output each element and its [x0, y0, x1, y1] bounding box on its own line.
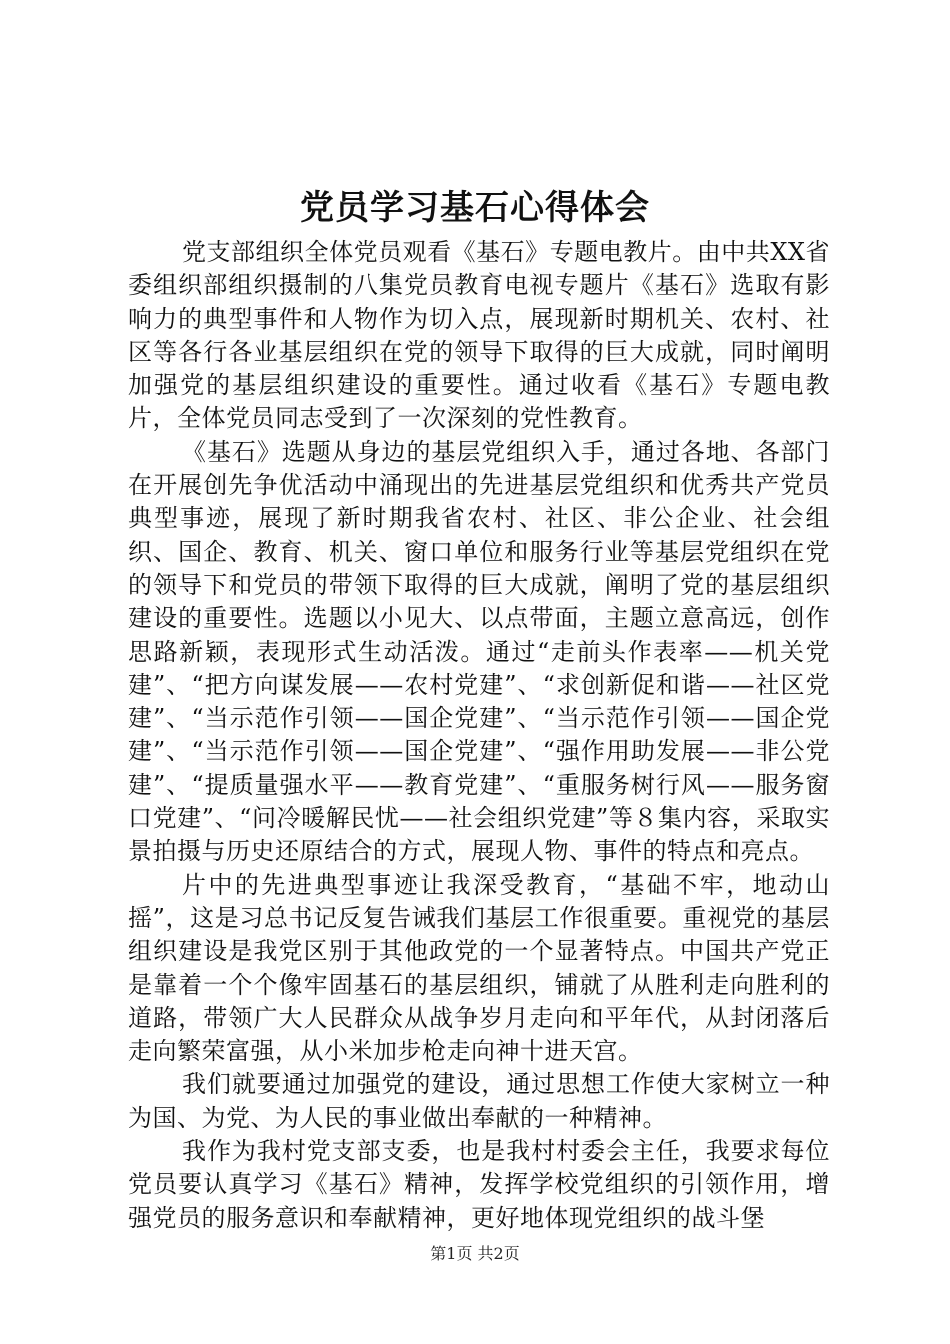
- paragraph-2: 《基石》选题从身边的基层党组织入手，通过各地、各部门在开展创先争优活动中涌现出的先进基层党组织和优秀共产党员典型事迹，展现了新时期我省农村、社区、非公企业、社会组织、国企、教育、机关、窗口单位和服务行业等基层党组织在党的领导下和党员的带领下取得的巨大成就，阐明了党的基层组织建设的重要性。选题以小见大、以点带面，主题立意高远，创作思路新颖，表现形式生动活泼。通过“走前头作表率——机关党建”、“把方向谋发展——农村党建”、“求创新促和谐——社区党建”、“当示范作引领——国企党建”、“当示范作引领——国企党建”、“当示范作引领——国企党建”、“强作用助发展——非公党建”、“提质量强水平——教育党建”、“重服务树行风——服务窗口党建”、“问冷暖解民忧——社会组织党建”等８集内容，采取实景拍摄与历史还原结合的方式，展现人物、事件的特点和亮点。: [128, 437, 830, 866]
- paragraph-3: 片中的先进典型事迹让我深受教育，“基础不牢，地动山摇”，这是习总书记反复告诫我们基层工作很重要。重视党的基层组织建设是我党区别于其他政党的一个显著特点。中国共产党正是靠着一个个像牢固基石的基层组织，铺就了从胜利走向胜利的道路，带领广大人民群众从战争岁月走向和平年代，从封闭落后走向繁荣富强，从小米加步枪走向神十进天宫。: [128, 870, 830, 1066]
- document-title: 党员学习基石心得体会: [300, 188, 650, 228]
- document-body: [128, 236, 830, 1235]
- paragraph-5: 我作为我村党支部支委，也是我村村委会主任，我要求每位党员要认真学习《基石》精神，发挥学校党组织的引领作用，增强党员的服务意识和奉献精神，更好地体现党组织的战斗堡: [128, 1137, 830, 1232]
- paragraph-1: 党支部组织全体党员观看《基石》专题电教片。由中共XX省委组织部组织摄制的八集党员教育电视专题片《基石》选取有影响力的典型事件和人物作为切入点，展现新时期机关、农村、社区等各行各业基层组织在党的领导下取得的巨大成就，同时阐明加强党的基层组织建设的重要性。通过收看《基石》专题电教片，全体党员同志受到了一次深刻的党性教育。: [128, 238, 830, 433]
- page-number-footer: 第1页 共2页: [430, 1244, 520, 1263]
- paragraph-4: 我们就要通过加强党的建设，通过思想工作使大家树立一种为国、为党、为人民的事业做出奉献的一种精神。: [128, 1070, 830, 1132]
